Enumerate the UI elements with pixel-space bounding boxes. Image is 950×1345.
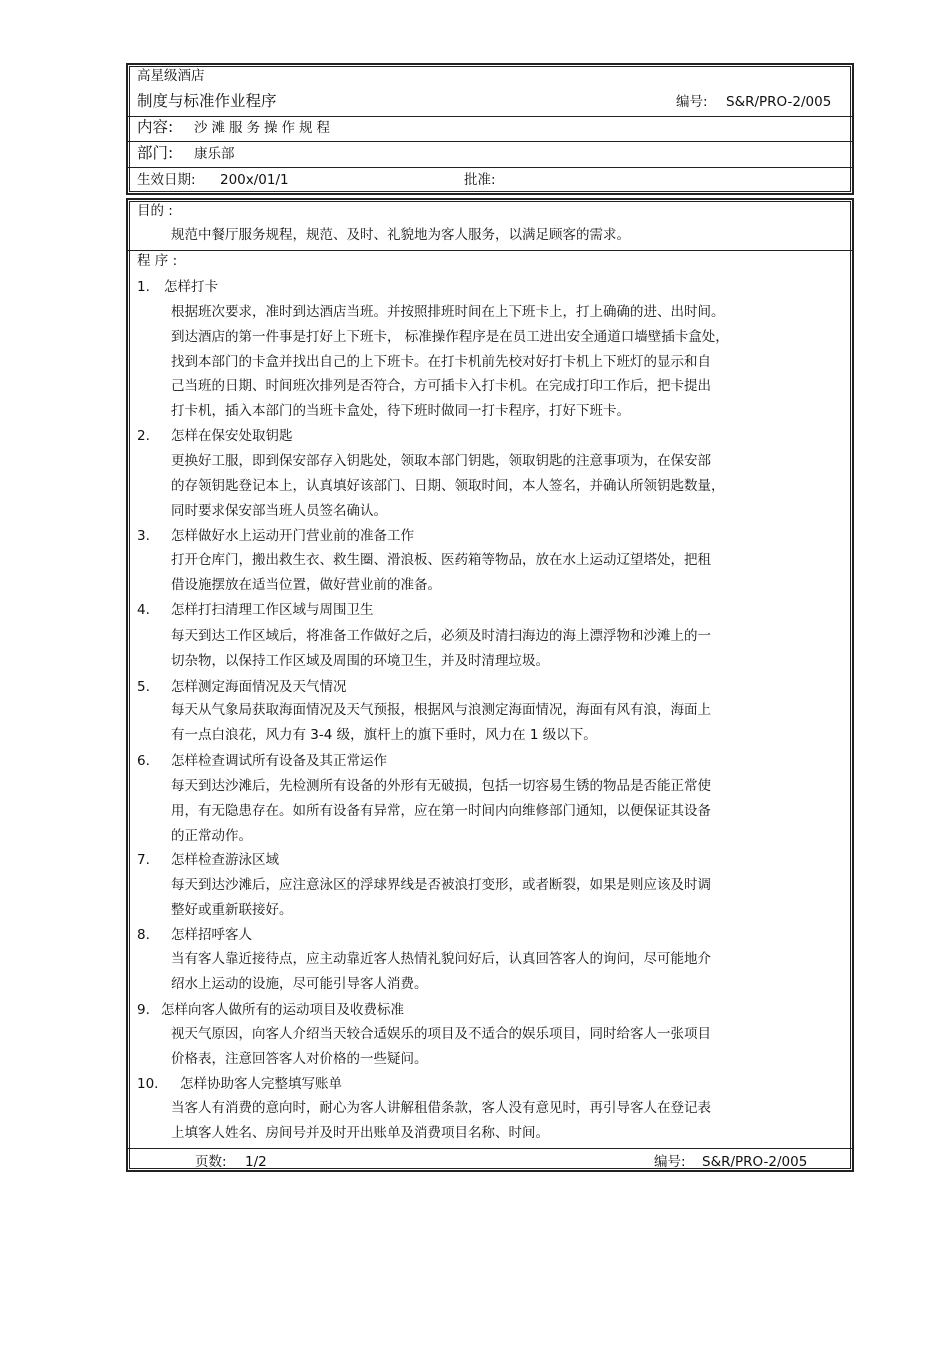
step-line: 打开仓库门，搬出救生衣、救生圈、滑浪板、医药箱等物品，放在水上运动辽望塔处，把租 bbox=[171, 552, 711, 568]
date-value: 200x/01/1 bbox=[220, 172, 289, 188]
body-table bbox=[126, 198, 854, 1172]
divider bbox=[128, 167, 852, 168]
step-title: 怎样检查调试所有设备及其正常运作 bbox=[171, 753, 387, 769]
step-line: 每天从气象局获取海面情况及天气预报，根据风与浪测定海面情况，海面有风有浪，海面上 bbox=[171, 702, 711, 718]
step-body bbox=[171, 300, 811, 424]
doc-type: 制度与标准作业程序 bbox=[137, 92, 277, 110]
step-line: 有一点白浪花，风力有 3-4 级，旗杆上的旗下垂时，风力在 1 级以下。 bbox=[171, 726, 597, 743]
content-label: 内容: bbox=[137, 118, 174, 136]
step-line: 切杂物，以保持工作区域及周围的环境卫生，并及时清理垃圾。 bbox=[171, 652, 549, 669]
step-body bbox=[171, 548, 811, 598]
step-title: 怎样做好水上运动开门营业前的准备工作 bbox=[171, 528, 414, 544]
step-line: 每天到达沙滩后，应注意泳区的浮球界线是否被浪打变形，或者断裂，如果是则应该及时调 bbox=[171, 877, 711, 893]
step-line: 找到本部门的卡盒并找出自己的上下班卡。在打卡机前先校对好打卡机上下班灯的显示和自 bbox=[171, 353, 711, 370]
step-line: 每天到达工作区域后，将准备工作做好之后，必须及时清扫海边的海上漂浮物和沙滩上的一 bbox=[171, 628, 711, 644]
step-line: 己当班的日期、时间班次排列是否符合，方可插卡入打卡机。在完成打印工作后，把卡提出 bbox=[171, 378, 711, 395]
step-body bbox=[171, 449, 811, 523]
step-number: 2. bbox=[137, 428, 150, 444]
step-number: 4. bbox=[137, 602, 150, 618]
step-number: 9. bbox=[137, 1002, 150, 1018]
step-number: 1. bbox=[137, 279, 150, 295]
step-line: 每天到达沙滩后，先检测所有设备的外形有无破损，包括一切容易生锈的物品是否能正常使 bbox=[171, 778, 711, 794]
dept-value: 康乐部 bbox=[194, 146, 235, 162]
approve-label: 批准: bbox=[464, 172, 496, 188]
step-line: 当客人有消费的意向时，耐心为客人讲解租借条款，客人没有意见时，再引导客人在登记表 bbox=[171, 1100, 711, 1116]
step-line: 整好或重新联接好。 bbox=[171, 901, 293, 918]
org-name: 高星级酒店 bbox=[137, 68, 205, 84]
step-body bbox=[171, 947, 811, 997]
step-number: 6. bbox=[137, 753, 150, 769]
footer-pages: 1/2 bbox=[245, 1154, 267, 1170]
date-label: 生效日期: bbox=[137, 172, 196, 188]
step-number: 8. bbox=[137, 927, 150, 943]
divider bbox=[128, 250, 852, 251]
step-title: 怎样检查游泳区域 bbox=[171, 852, 279, 868]
step-number: 10. bbox=[137, 1076, 159, 1092]
step-title: 怎样打卡 bbox=[164, 279, 218, 295]
step-line: 借设施摆放在适当位置，做好营业前的准备。 bbox=[171, 576, 441, 593]
procedure-label: 程 序 : bbox=[137, 253, 178, 269]
step-line: 的存领钥匙登记本上，认真填好该部门、日期、领取时间，本人签名，并确认所领钥匙数量， bbox=[171, 477, 725, 494]
step-body bbox=[171, 624, 811, 674]
divider bbox=[128, 1148, 852, 1149]
step-body bbox=[171, 698, 811, 748]
divider bbox=[128, 141, 852, 142]
step-line: 当有客人靠近接待点，应主动靠近客人热情礼貌问好后，认真回答客人的询问，尽可能地介 bbox=[171, 951, 711, 967]
step-line: 绍水上运动的设施，尽可能引导客人消费。 bbox=[171, 975, 428, 992]
divider bbox=[128, 116, 852, 117]
step-body bbox=[171, 1096, 811, 1146]
step-line: 打卡机，插入本部门的当班卡盒处，待下班时做同一打卡程序，打好下班卡。 bbox=[171, 403, 630, 420]
step-body bbox=[171, 873, 811, 923]
footer-pages-label: 页数: bbox=[195, 1154, 227, 1170]
step-number: 5. bbox=[137, 679, 150, 695]
step-line: 更换好工服，即到保安部存入钥匙处，领取本部门钥匙，领取钥匙的注意事项为，在保安部 bbox=[171, 453, 711, 469]
content-value: 沙滩服务操作规程 bbox=[194, 120, 334, 136]
step-line: 用，有无隐患存在。如所有设备有异常，应在第一时间内向维修部门通知，以便保证其设备 bbox=[171, 802, 711, 819]
step-title: 怎样招呼客人 bbox=[171, 927, 252, 943]
step-title: 怎样打扫清理工作区域与周围卫生 bbox=[171, 602, 374, 618]
step-title: 怎样向客人做所有的运动项目及收费标准 bbox=[161, 1002, 404, 1018]
header-code: S&R/PRO-2/005 bbox=[726, 94, 832, 110]
step-line: 到达酒店的第一件事是打好上下班卡， 标准操作程序是在员工进出安全通道口墙壁插卡盒处， bbox=[171, 328, 729, 345]
step-title: 怎样在保安处取钥匙 bbox=[171, 428, 293, 444]
step-line: 价格表，注意回答客人对价格的一些疑问。 bbox=[171, 1050, 428, 1067]
step-title: 怎样测定海面情况及天气情况 bbox=[171, 679, 347, 695]
step-number: 7. bbox=[137, 852, 150, 868]
dept-label: 部门: bbox=[137, 144, 174, 162]
step-body bbox=[171, 774, 811, 848]
purpose-label: 目的 : bbox=[137, 203, 173, 219]
step-line: 根据班次要求，准时到达酒店当班。并按照排班时间在上下班卡上，打上确确的进、出时间。 bbox=[171, 304, 725, 320]
step-line: 同时要求保安部当班人员签名确认。 bbox=[171, 502, 387, 519]
step-line: 的正常动作。 bbox=[171, 827, 252, 844]
footer-code-label: 编号: bbox=[654, 1154, 686, 1170]
header-table bbox=[126, 63, 854, 195]
step-line: 上填客人姓名、房间号并及时开出账单及消费项目名称、时间。 bbox=[171, 1124, 549, 1141]
purpose-text: 规范中餐厅服务规程，规范、及时、礼貌地为客人服务，以满足顾客的需求。 bbox=[171, 227, 630, 243]
step-body bbox=[171, 1022, 811, 1072]
footer-code: S&R/PRO-2/005 bbox=[702, 1154, 808, 1170]
step-title: 怎样协助客人完整填写账单 bbox=[180, 1076, 342, 1092]
step-line: 视天气原因，向客人介绍当天较合适娱乐的项目及不适合的娱乐项目，同时给客人一张项目 bbox=[171, 1026, 711, 1042]
header-code-label: 编号: bbox=[676, 94, 708, 110]
step-number: 3. bbox=[137, 528, 150, 544]
